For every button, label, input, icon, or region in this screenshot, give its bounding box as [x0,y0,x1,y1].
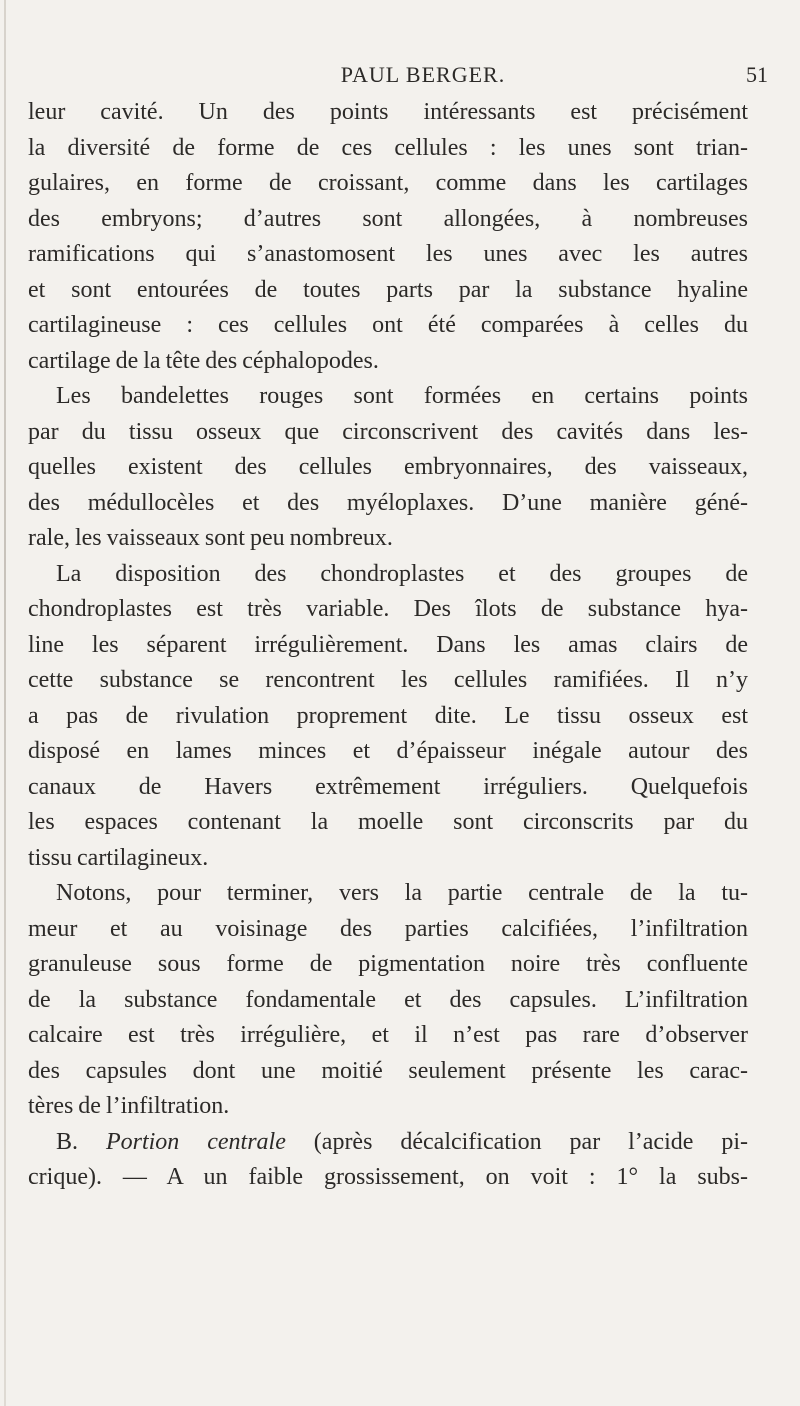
running-title: PAUL BERGER. [340,62,506,87]
text-line: et sont entourées de toutes parts par la substance hyaline [28,276,748,303]
text-line: cartilage de la tête des céphalopodes. [28,347,379,374]
text-line: leur cavité. Un des points intéressants est précisément [28,99,748,125]
text-line: les espaces contenant la moelle sont circonscrits par du [28,809,748,835]
text-line: Notons, pour terminer, vers la partie centrale de la tu- [56,880,748,906]
section-label: B. [56,1128,106,1155]
text-line: des embryons; d’autres sont allongées, à nombreuses [28,205,748,232]
text-line: par du tissu osseux que circonscrivent des cavités dans les- [28,418,748,445]
text-line: chondroplastes est très variable. Des îlots de substance hya- [28,596,748,622]
text-line: La disposition des chondroplastes et des groupes de [56,560,748,587]
text-line: ramifications qui s’anastomosent les unes avec les autres [28,241,748,267]
text-line: line les séparent irrégulièrement. Dans les amas clairs de [28,631,748,658]
text-line: crique). — A un faible grossissement, on voit : 1° la subs- [28,1164,748,1190]
text-line: Les bandelettes rouges sont formées en certains points [56,383,748,409]
page-edge-shadow [4,0,6,1406]
text-line: a pas de rivulation proprement dite. Le tissu osseux est [28,702,748,729]
body-text [28,95,748,1196]
text-line: des médullocèles et des myéloplaxes. D’une manière géné- [28,489,748,516]
text-line: tères de l’infiltration. [28,1093,230,1119]
text-line-rest: (après décalcification par l’acide pi- [285,1128,749,1155]
italic-term: Portion centrale [105,1128,286,1155]
text-line: calcaire est très irrégulière, et il n’est pas rare d’observer [28,1022,748,1048]
text-line: disposé en lames minces et d’épaisseur inégale autour des [28,738,748,764]
text-line: la diversité de forme de ces cellules : les unes sont trian- [28,134,748,161]
text-line: granuleuse sous forme de pigmentation noire très confluente [28,951,748,977]
page-number: 51 [746,62,768,87]
text-line-section-b [28,1125,748,1161]
text-line: de la substance fondamentale et des capsules. L’infiltration [28,986,748,1013]
text-line: cette substance se rencontrent les cellules ramifiées. Il n’y [28,667,748,693]
text-line: meur et au voisinage des parties calcifiées, l’infiltration [28,915,748,942]
text-line: gulaires, en forme de croissant, comme dans les cartilages [28,170,748,196]
text-line: canaux de Havers extrêmement irréguliers. Quelquefois [28,773,748,800]
text-line: cartilagineuse : ces cellules ont été comparées à celles du [28,312,748,338]
text-line: rale, les vaisseaux sont peu nombreux. [28,525,393,551]
text-line: tissu cartilagineux. [28,844,209,871]
text-line: des capsules dont une moitié seulement présente les carac- [28,1057,748,1084]
text-line: quelles existent des cellules embryonnaires, des vaisseaux, [28,454,748,480]
